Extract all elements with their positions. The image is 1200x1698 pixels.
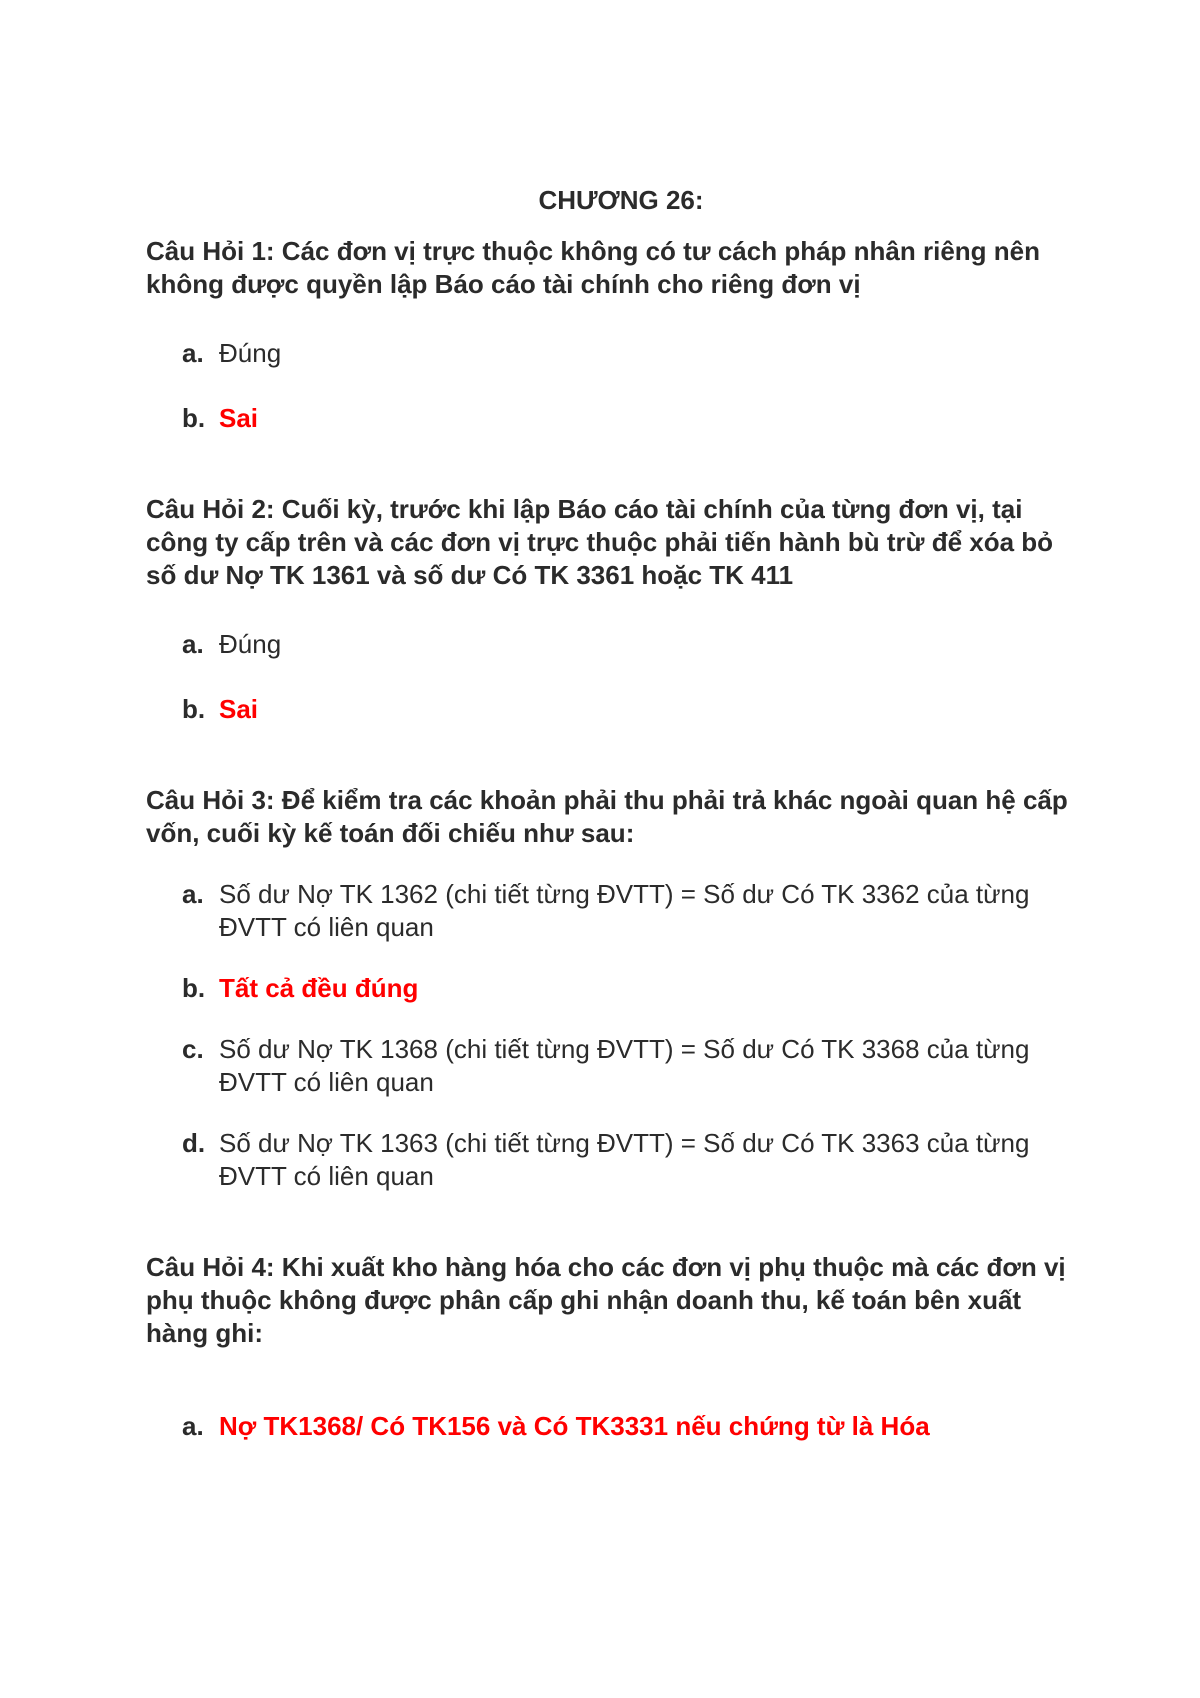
option-letter: a. [182, 1411, 204, 1441]
option-b[interactable] [146, 972, 1076, 1005]
option-letter: b. [182, 694, 206, 724]
question-1 [146, 235, 1076, 435]
question-2 [146, 493, 1076, 726]
option-letter: b. [182, 973, 206, 1003]
option-text: Số dư Nợ TK 1362 (chi tiết từng ĐVTT) = Số dư Có TK 3362 của từng ĐVTT có liên quan [219, 879, 1030, 942]
correct-answer-text: Nợ TK1368/ Có TK156 và Có TK3331 nếu chứng từ là Hóa [219, 1411, 930, 1441]
option-text: Số dư Nợ TK 1363 (chi tiết từng ĐVTT) = Số dư Có TK 3363 của từng ĐVTT có liên quan [219, 1128, 1030, 1191]
option-letter: b. [182, 403, 206, 433]
option-letter: a. [182, 629, 204, 659]
option-list [146, 337, 1076, 435]
option-list [146, 878, 1076, 1193]
option-a[interactable] [146, 337, 1076, 370]
option-letter: a. [182, 879, 204, 909]
correct-answer-text: Sai [219, 694, 259, 724]
option-a[interactable] [146, 628, 1076, 661]
option-d[interactable] [146, 1127, 1076, 1193]
question-4 [146, 1251, 1076, 1443]
option-b[interactable] [146, 402, 1076, 435]
question-text: Câu Hỏi 2: Cuối kỳ, trước khi lập Báo cáo tài chính của từng đơn vị, tại công ty cấp trên và các đơn vị trực thuộc phải tiến hành bù trừ để xóa bỏ số dư Nợ TK 1361 và số dư Có TK 3361 hoặc TK 411 [146, 494, 1054, 590]
option-letter: a. [182, 338, 204, 368]
correct-answer-text: Sai [219, 403, 259, 433]
option-letter: c. [182, 1034, 204, 1064]
option-text: Đúng [219, 629, 282, 659]
question-3 [146, 784, 1076, 1193]
option-text: Số dư Nợ TK 1368 (chi tiết từng ĐVTT) = Số dư Có TK 3368 của từng ĐVTT có liên quan [219, 1034, 1030, 1097]
question-text: Câu Hỏi 4: Khi xuất kho hàng hóa cho các đơn vị phụ thuộc mà các đơn vị phụ thuộc không được phân cấp ghi nhận doanh thu, kế toán bên xuất hàng ghi: [146, 1252, 1066, 1348]
option-c[interactable] [146, 1033, 1076, 1099]
option-a[interactable] [146, 1410, 1076, 1443]
option-b[interactable] [146, 693, 1076, 726]
option-a[interactable] [146, 878, 1076, 944]
option-list [146, 1410, 1076, 1443]
chapter-title: CHƯƠNG 26: [538, 185, 704, 215]
correct-answer-text: Tất cả đều đúng [219, 973, 419, 1003]
option-letter: d. [182, 1128, 206, 1158]
document-page [146, 183, 1076, 1443]
option-text: Đúng [219, 338, 282, 368]
option-list [146, 628, 1076, 726]
question-text: Câu Hỏi 3: Để kiểm tra các khoản phải thu phải trả khác ngoài quan hệ cấp vốn, cuối kỳ kế toán đối chiếu như sau: [146, 785, 1068, 848]
question-text: Câu Hỏi 1: Các đơn vị trực thuộc không có tư cách pháp nhân riêng nên không được quyền lập Báo cáo tài chính cho riêng đơn vị [146, 236, 1041, 299]
